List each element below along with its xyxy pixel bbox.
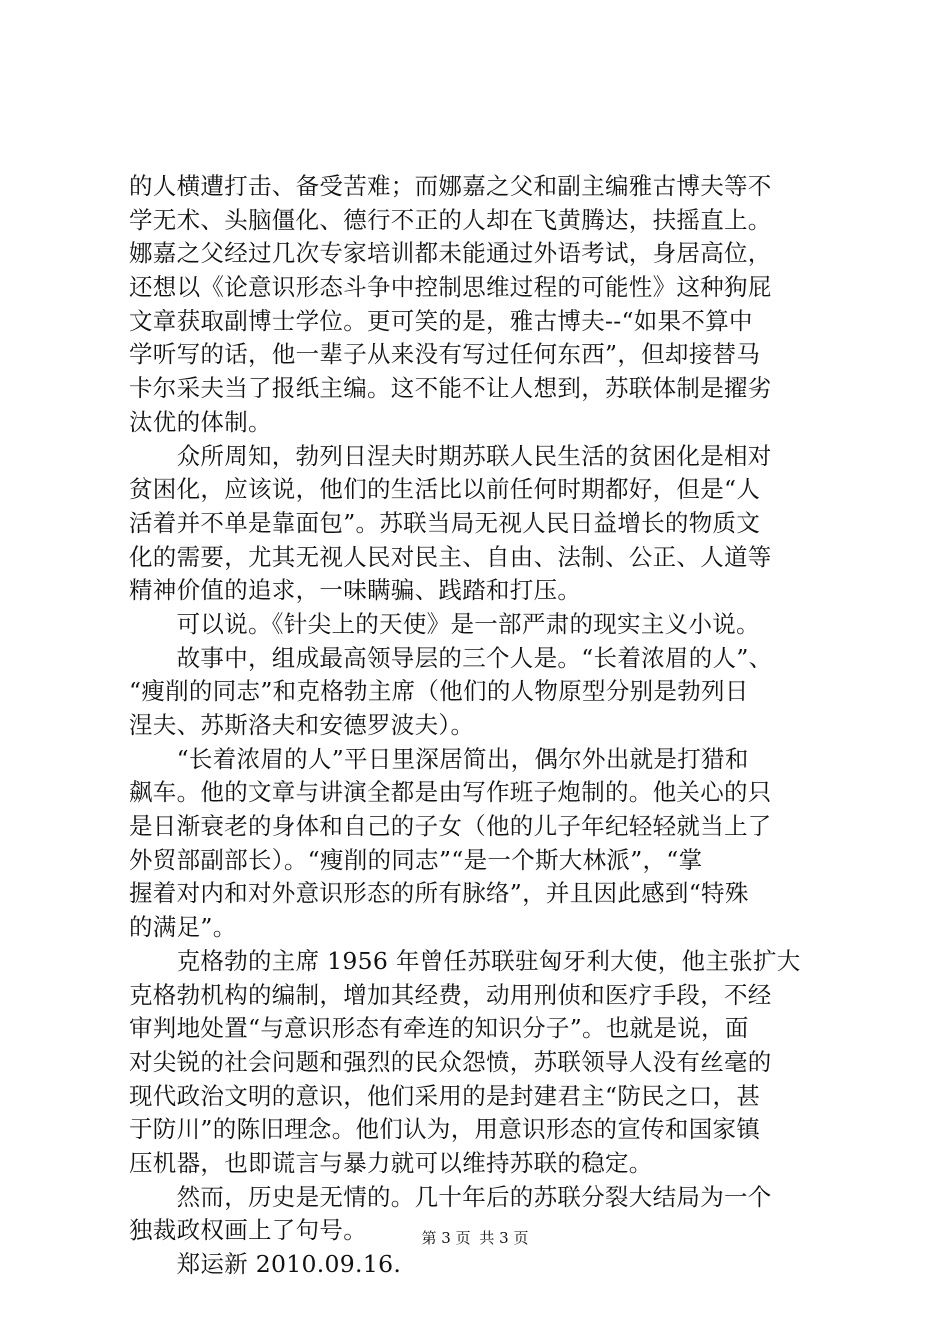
text-line: 压机器，也即谎言与暴力就可以维持苏联的稳定。	[129, 1148, 653, 1177]
page-footer	[0, 1227, 950, 1248]
text-line: 众所周知，勃列日涅夫时期苏联人民生活的贫困化是相对	[129, 441, 772, 470]
text-line: 还想以《论意识形态斗争中控制思维过程的可能性》这种狗屁	[129, 273, 772, 302]
text-line: 是日渐衰老的身体和自己的子女（他的儿子年纪轻轻就当上了	[129, 812, 772, 841]
text-line: 卡尔采夫当了报纸主编。这不能不让人想到，苏联体制是擢劣	[129, 374, 772, 403]
text-line: 故事中，组成最高领导层的三个人是。“长着浓眉的人”、	[129, 643, 773, 672]
text-line: 克格勃的主席 1956 年曾任苏联驻匈牙利大使，他主张扩大	[129, 946, 801, 975]
signature-date-line: 郑运新 2010.09.16.	[129, 1250, 402, 1278]
text-line: 审判地处置“与意识形态有牵连的知识分子”。也就是说，面	[129, 1014, 749, 1043]
text-line: 文章获取副博士学位。更可笑的是，雅古博夫--“如果不算中	[129, 306, 753, 335]
text-line: 然而，历史是无情的。几十年后的苏联分裂大结局为一个	[129, 1182, 772, 1211]
text-line: 独裁政权画上了句号。	[129, 1216, 367, 1245]
text-line: 飙车。他的文章与讲演全都是由写作班子炮制的。他关心的只	[129, 778, 772, 807]
text-line: 化的需要，尤其无视人民对民主、自由、法制、公正、人道等	[129, 542, 772, 571]
text-line: 于防川”的陈旧理念。他们认为，用意识形态的宣传和国家镇	[129, 1115, 761, 1144]
text-line: “长着浓眉的人”平日里深居简出，偶尔外出就是打猎和	[129, 744, 749, 773]
text-line: 现代政治文明的意识，他们采用的是封建君主“防民之口，甚	[129, 1081, 761, 1110]
page-total: 共 3 页	[479, 1229, 529, 1247]
text-line: 握着对内和对外意识形态的所有脉络”，并且因此感到“特殊	[129, 879, 749, 908]
text-line: 汰优的体制。	[129, 407, 272, 436]
text-line: 活着并不单是靠面包”。苏联当局无视人民日益增长的物质文	[129, 508, 761, 537]
text-line: 外贸部副部长）。“瘦削的同志”“是一个斯大林派”，“掌	[129, 845, 703, 874]
body-text	[129, 170, 829, 1282]
text-line: 克格勃机构的编制，增加其经费，动用刑侦和医疗手段，不经	[129, 980, 772, 1009]
page-number: 第 3 页	[421, 1229, 471, 1247]
text-line: 涅夫、苏斯洛夫和安德罗波夫）。	[129, 711, 475, 739]
text-line: 的满足”。	[129, 913, 237, 942]
text-line: 学无术、头脑僵化、德行不正的人却在飞黄腾达，扶摇直上。	[129, 205, 772, 234]
text-line: 贫困化，应该说，他们的生活比以前任何时期都好，但是“人	[129, 475, 761, 504]
text-line: 学听写的话，他一辈子从来没有写过任何东西”，但却接替马	[129, 340, 761, 369]
text-line: 的人横遭打击、备受苦难；而娜嘉之父和副主编雅古博夫等不	[129, 172, 772, 200]
text-line: 精神价值的追求，一味瞒骗、践踏和打压。	[129, 576, 582, 605]
text-line: 可以说。《针尖上的天使》是一部严肃的现实主义小说。	[129, 609, 760, 638]
text-line: 对尖锐的社会问题和强烈的民众怨愤，苏联领导人没有丝毫的	[129, 1047, 772, 1076]
text-line: “瘦削的同志”和克格勃主席（他们的人物原型分别是勃列日	[129, 677, 749, 706]
text-line: 娜嘉之父经过几次专家培训都未能通过外语考试，身居高位，	[129, 239, 772, 268]
